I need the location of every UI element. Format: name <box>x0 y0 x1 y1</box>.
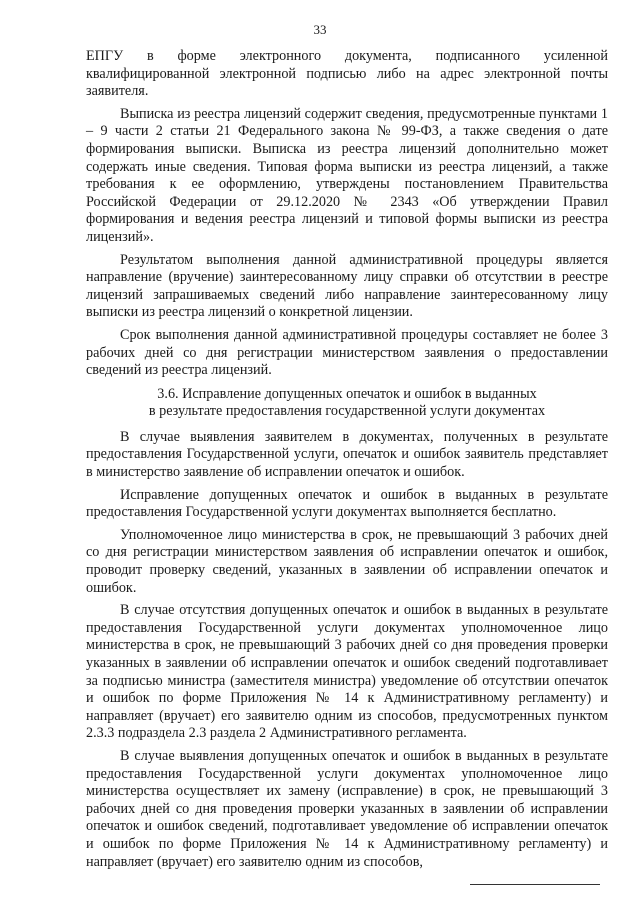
paragraph-no-errors: В случае отсутствия допущенных опечаток и ошибок в выданных в результате предоставления Государственной услуги документах уполномоченное лицо министерства в срок, не превышающий 3 рабочих дней со дня проведения проверки указанных в заявлении об исправлении опечаток и ошибок сведений подготавливает за подписью министра (заместителя министра) уведомление об отсутствии опечаток и ошибок по форме Приложения № 14 к Административному регламенту) и направляет (вручает) его заявителю одним из способов, предусмотренных пунктом 2.3.3 подраздела 2.3 раздела 2 Административного регламента. <box>86 602 608 742</box>
page-number: 33 <box>313 22 327 37</box>
paragraph-procedure-term: Срок выполнения данной административной процедуры составляет не более 3 рабочих дней со дня регистрации министерством заявления о предоставлении сведений из реестра лицензий. <box>86 326 608 379</box>
paragraph-registry-extract: Выписка из реестра лицензий содержит сведения, предусмотренные пунктами 1 – 9 части 2 статьи 21 Федерального закона № 99-ФЗ, а также сведения о дате формирования выписки. Выписка из реестра лицензий дополнительно может содержать иные сведения. Типовая форма выписки из реестра лицензий, а также требования к ее оформлению, утверждены постановлением Правительства Российской Федерации от 29.12.2020 № 2343 «Об утверждении Правил формирования и ведения реестра лицензий и типовой формы выписки из реестра лицензий». <box>86 105 608 245</box>
paragraph-correction-free: Исправление допущенных опечаток и ошибок в выданных в результате предоставления Государственной услуги документах выполняется бесплатно. <box>86 486 608 521</box>
section-heading-line1: 3.6. Исправление допущенных опечаток и ошибок в выданных <box>157 385 537 402</box>
paragraph-errors-detected: В случае выявления заявителем в документах, полученных в результате предоставления Государственной услуги, опечаток и ошибок заявитель представляет в министерство заявление об исправлении опечаток и ошибок. <box>86 428 608 481</box>
section-heading <box>86 386 608 421</box>
paragraph-procedure-result: Результатом выполнения данной административной процедуры является направление (вручение) заинтересованному лицу справки об отсутствии в реестре лицензий запрашиваемых сведений либо направление заинтересованному лицу выписки из реестра лицензий о конкретной лицензии. <box>86 251 608 321</box>
paragraph-errors-found: В случае выявления допущенных опечаток и ошибок в выданных в результате предоставления Государственной услуги документах уполномоченное лицо министерства осуществляет их замену (исправление) в срок, не превышающий 3 рабочих дней со дня проведения проверки указанных в заявлении об исправлении опечаток и ошибок сведений, подготавливает уведомление об исправлении опечаток и ошибок по форме Приложения № 14 к Административному регламенту) и направляет (вручает) его заявителю одним из способов, <box>86 747 608 870</box>
paragraph-verification: Уполномоченное лицо министерства в срок, не превышающий 3 рабочих дней со дня регистрации министерством заявления об исправлении опечаток и ошибок, проводит проверку сведений, указанных в заявлении об исправлении опечаток и ошибок. <box>86 526 608 596</box>
paragraph-continuation: ЕПГУ в форме электронного документа, подписанного усиленной квалифицированной электронной подписью либо на адрес электронной почты заявителя. <box>86 48 608 100</box>
footer-rule <box>470 884 600 885</box>
section-heading-line2: в результате предоставления государственной услуги документах <box>148 403 546 420</box>
